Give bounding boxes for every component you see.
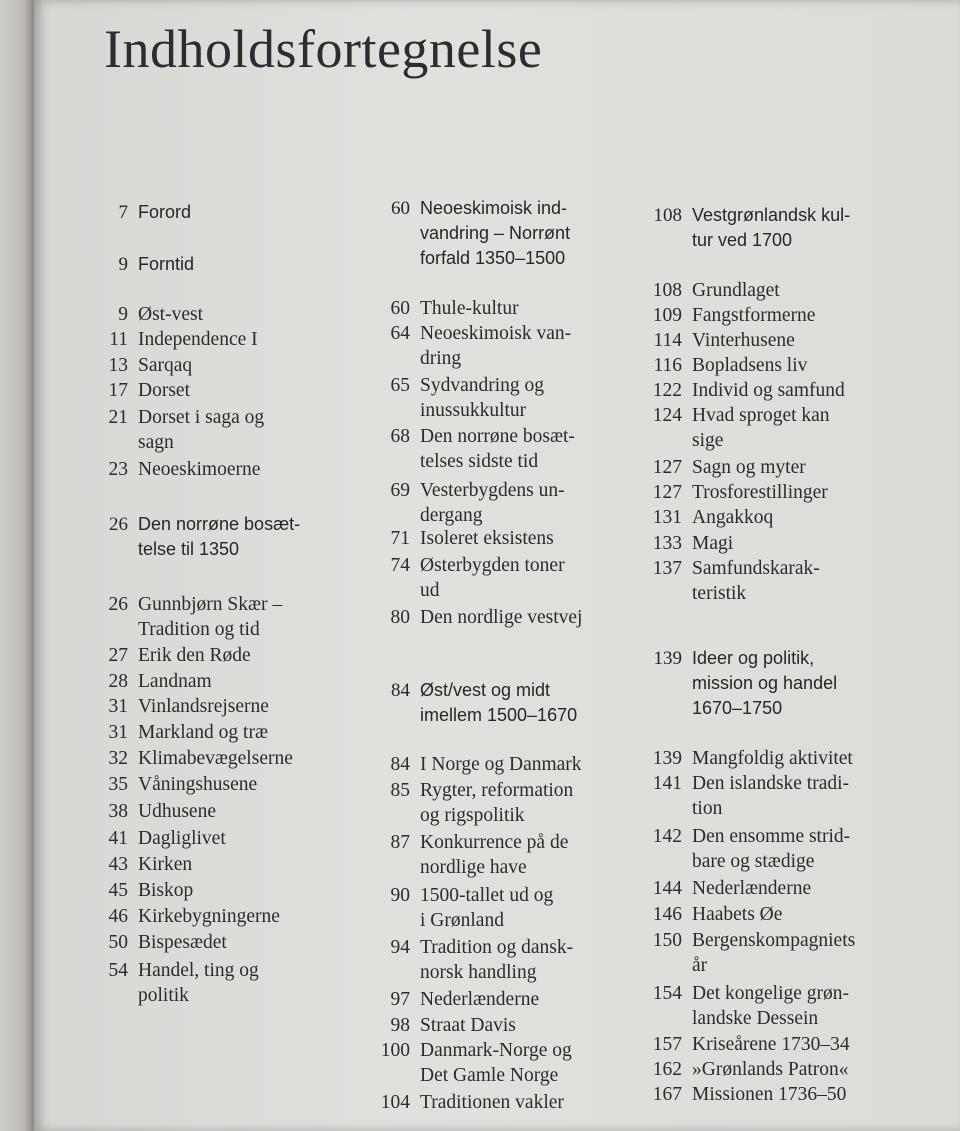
toc-page-number: 116: [653, 355, 682, 376]
toc-entry: [366, 553, 565, 603]
toc-page-number: 35: [108, 774, 128, 795]
toc-entry-title: Fangstformerne: [692, 305, 816, 326]
toc-page-number: 94: [390, 937, 410, 958]
toc-entry-title: Erik den Røde: [138, 645, 251, 666]
toc-entry: [634, 328, 795, 353]
toc-page-number: 32: [108, 748, 128, 769]
toc-page-number: 7: [118, 202, 128, 223]
toc-entry: [366, 987, 539, 1012]
toc-entry-title: Vesterbygdens un- dergang: [420, 480, 565, 526]
toc-entry-title: Trosforestillinger: [692, 482, 828, 503]
toc-page-number: 11: [109, 329, 128, 350]
toc-entry-title: Klimabevægelserne: [138, 748, 293, 769]
toc-page-number: 141: [652, 773, 682, 794]
toc-entry-title: Haabets Øe: [692, 904, 783, 925]
toc-entry-title: Magi: [692, 533, 734, 554]
toc-entry-title: Bergenskompagniets år: [692, 930, 856, 976]
toc-page-number: 64: [390, 323, 410, 344]
toc-entry-title: Kriseårene 1730–34: [692, 1034, 850, 1055]
toc-entry-title: Danmark-Norge og Det Gamle Norge: [420, 1040, 572, 1086]
toc-page-number: 133: [652, 533, 682, 554]
toc-page-number: 139: [652, 748, 682, 769]
toc-entry-title: Individ og samfund: [692, 380, 845, 401]
toc-section-heading: [88, 200, 191, 225]
toc-entry-title: Samfundskarak- teristik: [692, 558, 820, 604]
toc-entry: [88, 643, 251, 668]
toc-entry: [88, 772, 257, 797]
toc-entry: [634, 480, 828, 505]
toc-entry-title: Udhusene: [138, 801, 216, 822]
toc-entry-title: Landnam: [138, 671, 212, 692]
toc-entry-title: Missionen 1736–50: [692, 1084, 847, 1105]
toc-entry-title: Markland og træ: [138, 722, 268, 743]
toc-entry: [88, 302, 203, 327]
toc-entry-title: Dorset: [138, 380, 190, 401]
toc-entry: [634, 531, 733, 556]
toc-entry-title: Independence I: [138, 329, 258, 350]
toc-page-number: 9: [118, 304, 128, 325]
toc-page-number: 27: [108, 645, 128, 666]
toc-entry-title: Grundlaget: [692, 280, 780, 301]
toc-entry: [366, 478, 565, 528]
toc-entry-title: Traditionen vakler: [420, 1092, 564, 1113]
toc-page-number: 26: [108, 594, 128, 615]
toc-entry: [88, 457, 260, 482]
toc-page-number: 162: [652, 1059, 682, 1080]
toc-entry: [366, 883, 553, 933]
toc-entry-title: Thule-kultur: [420, 298, 519, 319]
toc-page-number: 54: [108, 960, 128, 981]
toc-page-number: 114: [653, 330, 682, 351]
toc-page-number: 139: [653, 648, 682, 669]
toc-entry: [88, 405, 264, 455]
toc-page-number: 108: [653, 205, 682, 226]
toc-section-heading: [88, 512, 300, 562]
toc-entry-title: Våningshusene: [138, 774, 258, 795]
toc-entry-title: Bopladsens liv: [692, 355, 808, 376]
toc-page-number: 150: [652, 930, 682, 951]
toc-page-number: 60: [390, 298, 410, 319]
toc-entry: [366, 526, 554, 551]
toc-page-number: 28: [108, 671, 128, 692]
toc-section-heading: [634, 203, 850, 253]
toc-page-number: 43: [108, 854, 128, 875]
toc-entry-title: Straat Davis: [420, 1015, 516, 1036]
toc-section-heading: [366, 196, 570, 271]
toc-entry: [366, 321, 571, 371]
toc-entry-title: Bispesædet: [138, 932, 227, 953]
toc-entry-title: Dagliglivet: [138, 828, 226, 849]
toc-entry-title: Forord: [138, 202, 192, 222]
toc-page-number: 84: [391, 680, 410, 701]
toc-page-number: 154: [652, 983, 682, 1004]
toc-entry-title: Neoeskimoerne: [138, 459, 261, 480]
toc-entry: [634, 824, 850, 874]
toc-entry: [88, 378, 190, 403]
toc-entry: [634, 303, 815, 328]
toc-entry-title: Tradition og dansk- norsk handling: [420, 937, 574, 983]
toc-entry-title: Hvad sproget kan sige: [692, 405, 830, 451]
toc-page-number: 71: [390, 528, 410, 549]
toc-entry-title: Mangfoldig aktivitet: [692, 748, 853, 769]
toc-entry-title: Ideer og politik, mission og handel 1670–1750: [692, 648, 838, 718]
toc-page-number: 144: [652, 878, 682, 899]
toc-entry-title: Den islandske tradi- tion: [692, 773, 850, 819]
toc-entry: [634, 278, 780, 303]
toc-page-number: 131: [652, 507, 682, 528]
toc-entry: [366, 1038, 572, 1088]
toc-entry-title: Sydvandring og inussukkultur: [420, 375, 545, 421]
toc-page-number: 13: [108, 355, 128, 376]
toc-page-number: 104: [380, 1092, 410, 1113]
toc-entry: [634, 902, 782, 927]
toc-page-number: 69: [390, 480, 410, 501]
toc-page-number: 23: [108, 459, 128, 480]
toc-entry: [634, 403, 830, 453]
toc-page-number: 41: [108, 828, 128, 849]
toc-entry-title: Gunnbjørn Skær – Tradition og tid: [138, 594, 283, 640]
toc-page-number: 74: [390, 555, 410, 576]
toc-page-number: 98: [390, 1015, 410, 1036]
toc-page-number: 45: [108, 880, 128, 901]
toc-page-number: 97: [390, 989, 410, 1010]
toc-page-number: 142: [652, 826, 682, 847]
toc-entry: [88, 958, 259, 1008]
toc-page-number: 90: [390, 885, 410, 906]
toc-entry: [634, 771, 849, 821]
toc-page-number: 122: [652, 380, 682, 401]
toc-entry-title: Isoleret eksistens: [420, 528, 554, 549]
toc-entry-title: Øst-vest: [138, 304, 203, 325]
toc-entry-title: Vinlandsrejserne: [138, 696, 269, 717]
toc-entry-title: Handel, ting og politik: [138, 960, 259, 1006]
toc-page-number: 46: [108, 906, 128, 927]
toc-entry: [366, 752, 582, 777]
toc-page-number: 146: [652, 904, 682, 925]
toc-entry-title: Det kongelige grøn- landske Dessein: [692, 983, 850, 1029]
toc-entry-title: Den nordlige vestvej: [420, 607, 583, 628]
toc-entry: [366, 605, 582, 630]
toc-page-number: 38: [108, 801, 128, 822]
toc-entry-title: Neoeskimoisk ind- vandring – Norrønt forfald 1350–1500: [420, 198, 571, 268]
toc-page-number: 124: [652, 405, 682, 426]
toc-entry: [366, 935, 573, 985]
book-spine: [0, 0, 34, 1131]
toc-entry: [88, 746, 293, 771]
toc-entry: [634, 1057, 849, 1082]
toc-page-number: 157: [652, 1034, 682, 1055]
toc-entry: [366, 373, 544, 423]
toc-page-number: 80: [390, 607, 410, 628]
toc-entry-title: Den norrøne bosæt- telse til 1350: [138, 514, 301, 559]
toc-entry: [366, 296, 519, 321]
toc-section-heading: [634, 646, 837, 721]
toc-entry: [88, 904, 280, 929]
toc-entry: [634, 1032, 850, 1057]
toc-entry-title: Nederlænderne: [420, 989, 540, 1010]
toc-entry: [634, 378, 845, 403]
toc-entry: [366, 1090, 564, 1115]
toc-page-number: 26: [109, 514, 128, 535]
page-title: Indholdsfortegnelse: [104, 19, 543, 79]
toc-entry: [88, 799, 216, 824]
toc-entry: [366, 1013, 516, 1038]
toc-page-number: 109: [652, 305, 682, 326]
toc-entry: [88, 930, 227, 955]
toc-entry-title: Vestgrønlandsk kul- tur ved 1700: [692, 205, 851, 250]
toc-page-number: 127: [652, 482, 682, 503]
toc-entry-title: »Grønlands Patron«: [692, 1059, 849, 1080]
toc-entry: [634, 981, 849, 1031]
toc-section-heading: [88, 252, 194, 277]
toc-section-heading: [366, 678, 577, 728]
toc-entry-title: 1500-tallet ud og i Grønland: [420, 885, 554, 931]
toc-page-number: 50: [108, 932, 128, 953]
toc-page-number: 87: [390, 832, 410, 853]
toc-entry: [88, 852, 192, 877]
toc-entry: [634, 928, 855, 978]
toc-page-number: 127: [652, 457, 682, 478]
toc-entry-title: Nederlænderne: [692, 878, 812, 899]
toc-page-number: 60: [391, 198, 410, 219]
toc-page-number: 17: [108, 380, 128, 401]
toc-entry: [634, 876, 811, 901]
toc-entry: [634, 746, 853, 771]
toc-entry: [88, 878, 193, 903]
toc-entry: [88, 592, 282, 642]
toc-entry-title: Konkurrence på de nordlige have: [420, 832, 569, 878]
toc-entry: [366, 778, 573, 828]
toc-entry-title: Dorset i saga og sagn: [138, 407, 265, 453]
toc-page-number: 31: [108, 696, 128, 717]
toc-entry-title: Østerbygden toner ud: [420, 555, 565, 601]
toc-page-number: 21: [108, 407, 128, 428]
toc-entry-title: Forntid: [138, 254, 195, 274]
toc-page-number: 167: [652, 1084, 682, 1105]
toc-entry: [88, 826, 226, 851]
toc-entry: [634, 455, 806, 480]
toc-entry: [366, 424, 575, 474]
toc-entry: [88, 353, 192, 378]
toc-page-number: 137: [652, 558, 682, 579]
toc-entry: [88, 669, 212, 694]
toc-page-number: 9: [118, 254, 128, 275]
toc-page-number: 100: [380, 1040, 410, 1061]
toc-entry: [88, 720, 268, 745]
toc-entry-title: Rygter, reformation og rigspolitik: [420, 780, 574, 826]
toc-entry-title: Vinterhusene: [692, 330, 795, 351]
toc-entry-title: Den norrøne bosæt- telses sidste tid: [420, 426, 575, 472]
toc-page-number: 84: [390, 754, 410, 775]
toc-entry-title: Kirkebygningerne: [138, 906, 280, 927]
toc-page-number: 68: [390, 426, 410, 447]
toc-entry-title: Kirken: [138, 854, 193, 875]
toc-entry-title: Sagn og myter: [692, 457, 806, 478]
toc-entry: [634, 505, 773, 530]
toc-entry: [366, 830, 568, 880]
toc-entry-title: Angakkoq: [692, 507, 774, 528]
toc-entry-title: Øst/vest og midt imellem 1500–1670: [420, 680, 578, 725]
toc-entry: [634, 556, 820, 606]
toc-entry-title: Den ensomme strid- bare og stædige: [692, 826, 851, 872]
toc-entry: [88, 327, 258, 352]
toc-entry-title: Biskop: [138, 880, 194, 901]
toc-entry-title: Sarqaq: [138, 355, 193, 376]
toc-page-number: 108: [652, 280, 682, 301]
toc-entry: [634, 1082, 846, 1107]
toc-entry: [88, 694, 269, 719]
toc-page-number: 31: [108, 722, 128, 743]
toc-entry-title: Neoeskimoisk van- dring: [420, 323, 572, 369]
toc-page-number: 85: [390, 780, 410, 801]
toc-page-number: 65: [390, 375, 410, 396]
toc-entry-title: I Norge og Danmark: [420, 754, 582, 775]
toc-entry: [634, 353, 807, 378]
